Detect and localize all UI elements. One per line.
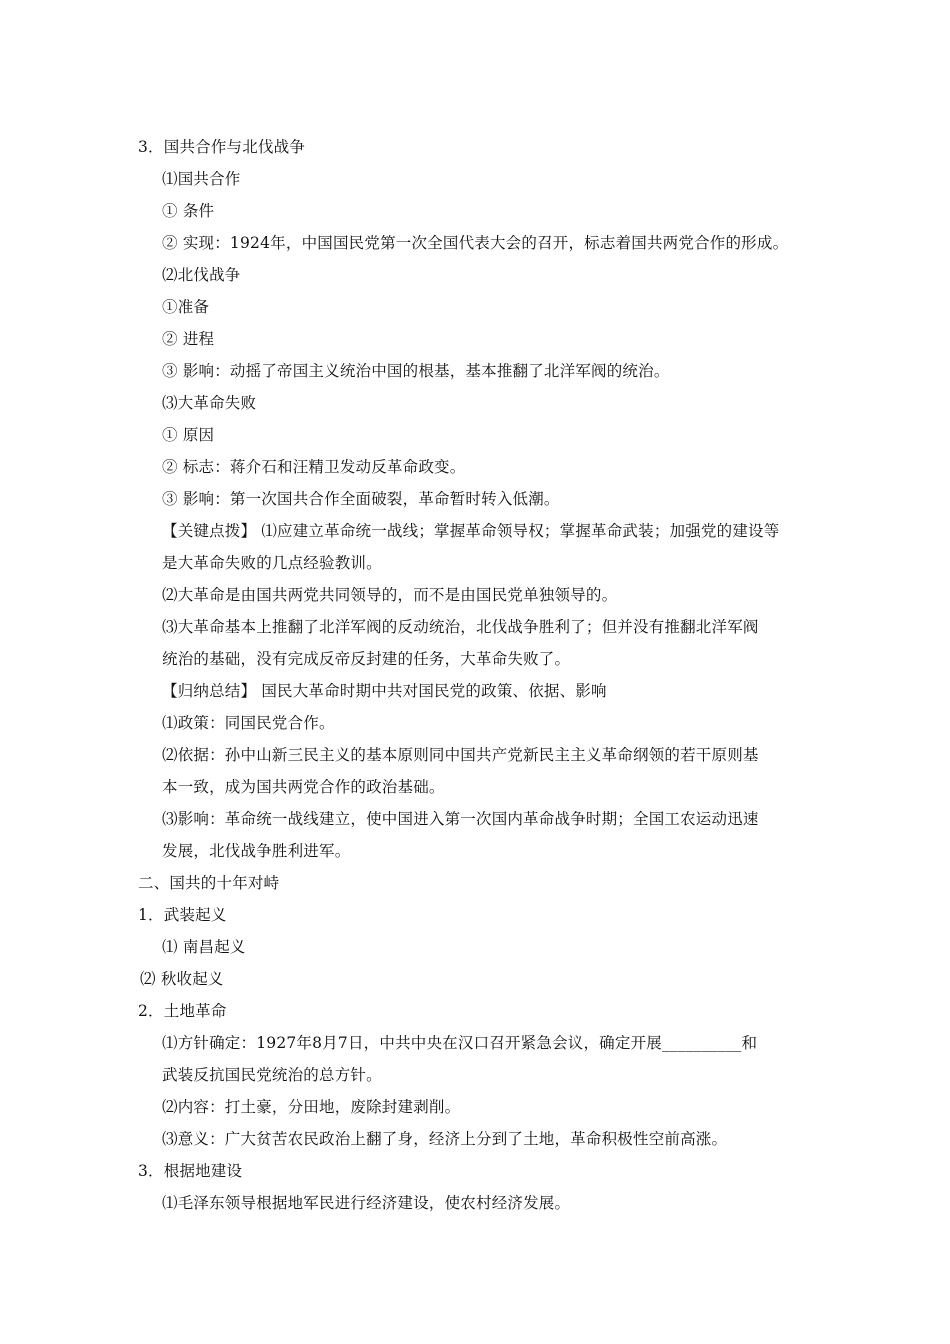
land-policy-line-1: ⑴方针确定：1927年8月7日，中共中央在汉口召开紧急会议，确定开展__________和: [162, 1034, 758, 1052]
item-autumn-harvest-uprising: ⑵ 秋收起义: [140, 970, 224, 988]
summary-impact-line-1: ⑶影响：革命统一战线建立，使中国进入第一次国内革命战争时期；全国工农运动迅速: [162, 810, 759, 828]
key-point-line-4: ⑶大革命基本上推翻了北洋军阀的反动统治，北伐战争胜利了；但并没有推翻北洋军阀: [162, 618, 759, 636]
section-heading-ten-year-confrontation: 二、国共的十年对峙: [138, 874, 280, 892]
subheading-northern-expedition: ⑵北伐战争: [162, 266, 241, 284]
summary-basis-line-2: 本一致，成为国共两党合作的政治基础。: [162, 778, 445, 796]
heading-land-revolution: 2．土地革命: [138, 1002, 227, 1020]
section-heading-kmt-cpc-cooperation: 3．国共合作与北伐战争: [138, 138, 306, 156]
summary-basis-line-1: ⑵依据：孙中山新三民主义的基本原则同中国共产党新民主主义革命纲领的若干原则基: [162, 746, 759, 764]
key-point-line-3: ⑵大革命是由国共两党共同领导的，而不是由国民党单独领导的。: [162, 586, 618, 604]
key-point-line-1: 【关键点拨】 ⑴应建立革命统一战线；掌握革命领导权；掌握革命武装；加强党的建设等: [162, 522, 780, 540]
land-significance: ⑶意义：广大贫苦农民政治上翻了身，经济上分到了土地，革命积极性空前高涨。: [162, 1130, 728, 1148]
land-policy-line-2: 武装反抗国民党统治的总方针。: [162, 1066, 382, 1084]
item-impact: ③ 影响：动摇了帝国主义统治中国的根基，基本推翻了北洋军阀的统治。: [162, 362, 670, 380]
subheading-revolution-failure: ⑶大革命失败: [162, 394, 257, 412]
key-point-line-5: 统治的基础，没有完成反帝反封建的任务，大革命失败了。: [162, 650, 571, 668]
item-sign: ② 标志：蒋介石和汪精卫发动反革命政变。: [162, 458, 466, 476]
item-realization: ② 实现：1924年，中国国民党第一次全国代表大会的召开，标志着国共两党合作的形成。: [162, 234, 789, 252]
item-nanchang-uprising: ⑴ 南昌起义: [162, 938, 246, 956]
subheading-cooperation: ⑴国共合作: [162, 170, 241, 188]
summary-impact-line-2: 发展，北伐战争胜利进军。: [162, 842, 351, 860]
land-content: ⑵内容：打土豪，分田地，废除封建剥削。: [162, 1098, 461, 1116]
item-failure-impact: ③ 影响：第一次国共合作全面破裂，革命暂时转入低潮。: [162, 490, 560, 508]
summary-policy: ⑴政策：同国民党合作。: [162, 714, 335, 732]
item-cause: ① 原因: [162, 426, 215, 444]
heading-armed-uprisings: 1．武装起义: [138, 906, 227, 924]
base-building-item: ⑴毛泽东领导根据地军民进行经济建设，使农村经济发展。: [162, 1194, 571, 1212]
heading-base-building: 3．根据地建设: [138, 1162, 243, 1180]
item-conditions: ① 条件: [162, 202, 215, 220]
summary-heading: 【归纳总结】 国民大革命时期中共对国民党的政策、依据、影响: [162, 682, 607, 700]
key-point-line-2: 是大革命失败的几点经验教训。: [162, 554, 382, 572]
item-preparation: ①准备: [162, 298, 210, 316]
item-progress: ② 进程: [162, 330, 215, 348]
